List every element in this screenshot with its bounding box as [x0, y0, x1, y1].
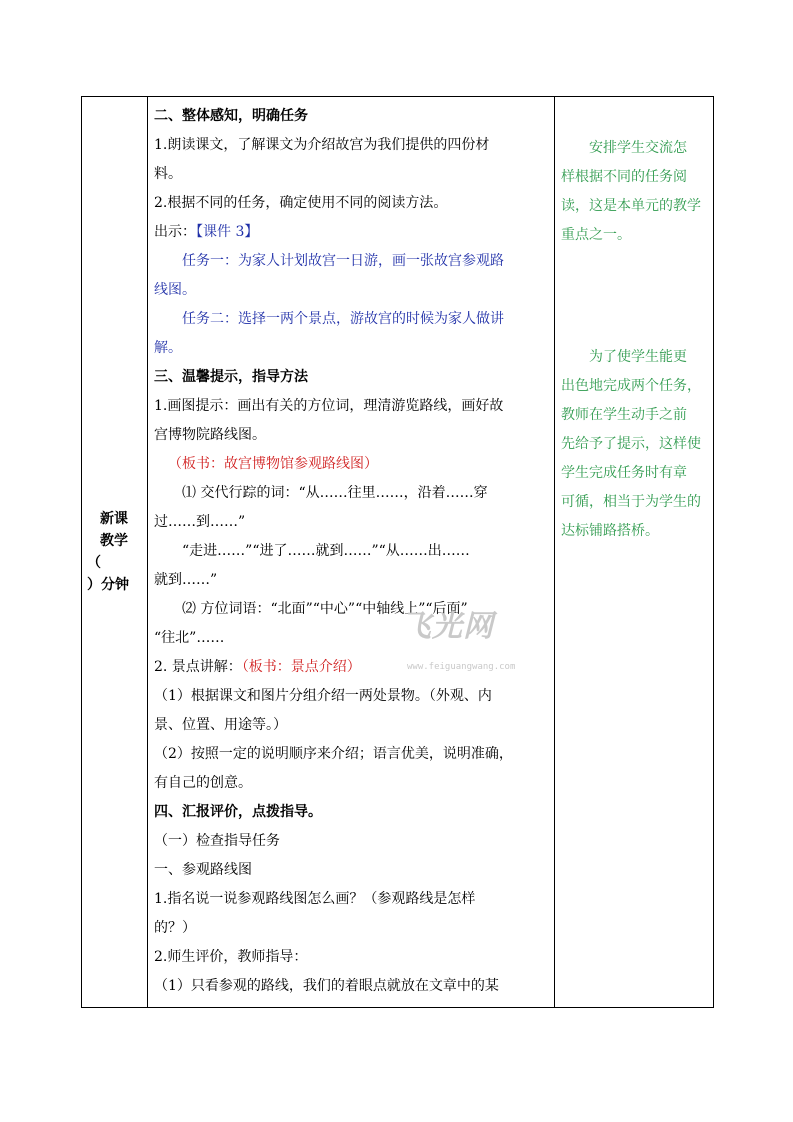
- side-note-line: 先给予了提示，这样使: [561, 436, 701, 452]
- watermark-logo: 飞光网: [401, 609, 494, 644]
- side-note-2: [561, 343, 711, 546]
- content-line: 过……到……”: [154, 514, 246, 530]
- stage-label: [81, 508, 147, 596]
- column-divider-1: [147, 96, 148, 1008]
- stage-label-line: 新课: [100, 511, 128, 527]
- content-line: 线图。: [154, 282, 196, 298]
- lesson-content: [154, 102, 556, 1001]
- content-line: 任务二：选择一两个景点，游故宫的时候为家人做讲: [182, 311, 504, 327]
- content-line: （1）只看参观的路线，我们的着眼点就放在文章中的某: [154, 978, 499, 994]
- content-line: 就到……”: [154, 572, 218, 588]
- content-line: 1.朗读课文，了解课文为介绍故宫为我们提供的四份材: [154, 137, 490, 153]
- line-prefix: 2. 景点讲解：: [154, 659, 242, 675]
- content-line: “走进……”“进了……就到……”“从……出……: [182, 543, 470, 559]
- side-note-line: 为了使学生能更: [561, 349, 687, 365]
- content-line: 有自己的创意。: [154, 775, 252, 791]
- side-note-line: 出色地完成两个任务，: [561, 378, 701, 394]
- board-note-tag: （板书：景点介绍）: [241, 659, 361, 675]
- content-line: 任务一：为家人计划故宫一日游，画一张故宫参观路: [182, 253, 504, 269]
- content-line: ⑵ 方位词语：“北面”“中心”“中轴线上”“后面”: [182, 601, 468, 617]
- side-note-line: 安排学生交流怎: [561, 140, 687, 156]
- watermark-url: www.feiguangwang.com: [407, 662, 516, 672]
- side-note-1: [561, 134, 711, 250]
- content-line: （1）根据课文和图片分组介绍一两处景物。（外观、内: [154, 688, 492, 704]
- courseware-tag: 【课件 3】: [196, 224, 259, 240]
- content-line: 2.根据不同的任务，确定使用不同的阅读方法。: [154, 195, 448, 211]
- stage-label-line: （: [87, 555, 101, 571]
- content-line: 1.画图提示：画出有关的方位词，理清游览路线，画好故: [154, 398, 504, 414]
- content-line: ⑴ 交代行踪的词：“从……往里……，沿着……穿: [182, 485, 488, 501]
- content-line: 的？）: [154, 920, 196, 936]
- content-line: 解。: [154, 340, 182, 356]
- lesson-table: [81, 96, 714, 1008]
- side-note-line: 样根据不同的任务阅: [561, 169, 687, 185]
- line-prefix: 出示：: [154, 224, 196, 240]
- content-line: 1.指名说一说参观路线图怎么画？（参观路线是怎样: [154, 891, 476, 907]
- content-line: 四、汇报评价，点拨指导。: [154, 804, 322, 820]
- content-line: 2.师生评价，教师指导：: [154, 949, 308, 965]
- side-note-line: 重点之一。: [561, 227, 631, 243]
- content-line: “往北”……: [154, 630, 225, 646]
- side-note-line: 读，这是本单元的教学: [561, 198, 701, 214]
- content-line: 景、位置、用途等。）: [154, 717, 287, 733]
- content-line: 三、温馨提示，指导方法: [154, 369, 308, 385]
- content-line: 料。: [154, 166, 182, 182]
- table-top-border: [81, 96, 714, 97]
- side-note-line: 学生完成任务时有章: [561, 465, 687, 481]
- table-right-border: [713, 96, 714, 1008]
- content-line: （2）按照一定的说明顺序来介绍；语言优美，说明准确，: [154, 746, 513, 762]
- content-line: （板书：故宫博物馆参观路线图）: [168, 456, 378, 472]
- side-note-line: 达标铺路搭桥。: [561, 523, 659, 539]
- content-line: 二、整体感知，明确任务: [154, 108, 308, 124]
- content-line: 一、参观路线图: [154, 862, 252, 878]
- stage-label-line: ）分钟: [87, 577, 129, 593]
- content-line: 宫博物院路线图。: [154, 427, 266, 443]
- stage-label-line: 教学: [100, 533, 128, 549]
- side-note-line: 可循，相当于为学生的: [561, 494, 701, 510]
- side-note-line: 教师在学生动手之前: [561, 407, 687, 423]
- table-bottom-border: [81, 1007, 714, 1008]
- content-line: [154, 218, 556, 247]
- content-line: （一）检查指导任务: [154, 833, 280, 849]
